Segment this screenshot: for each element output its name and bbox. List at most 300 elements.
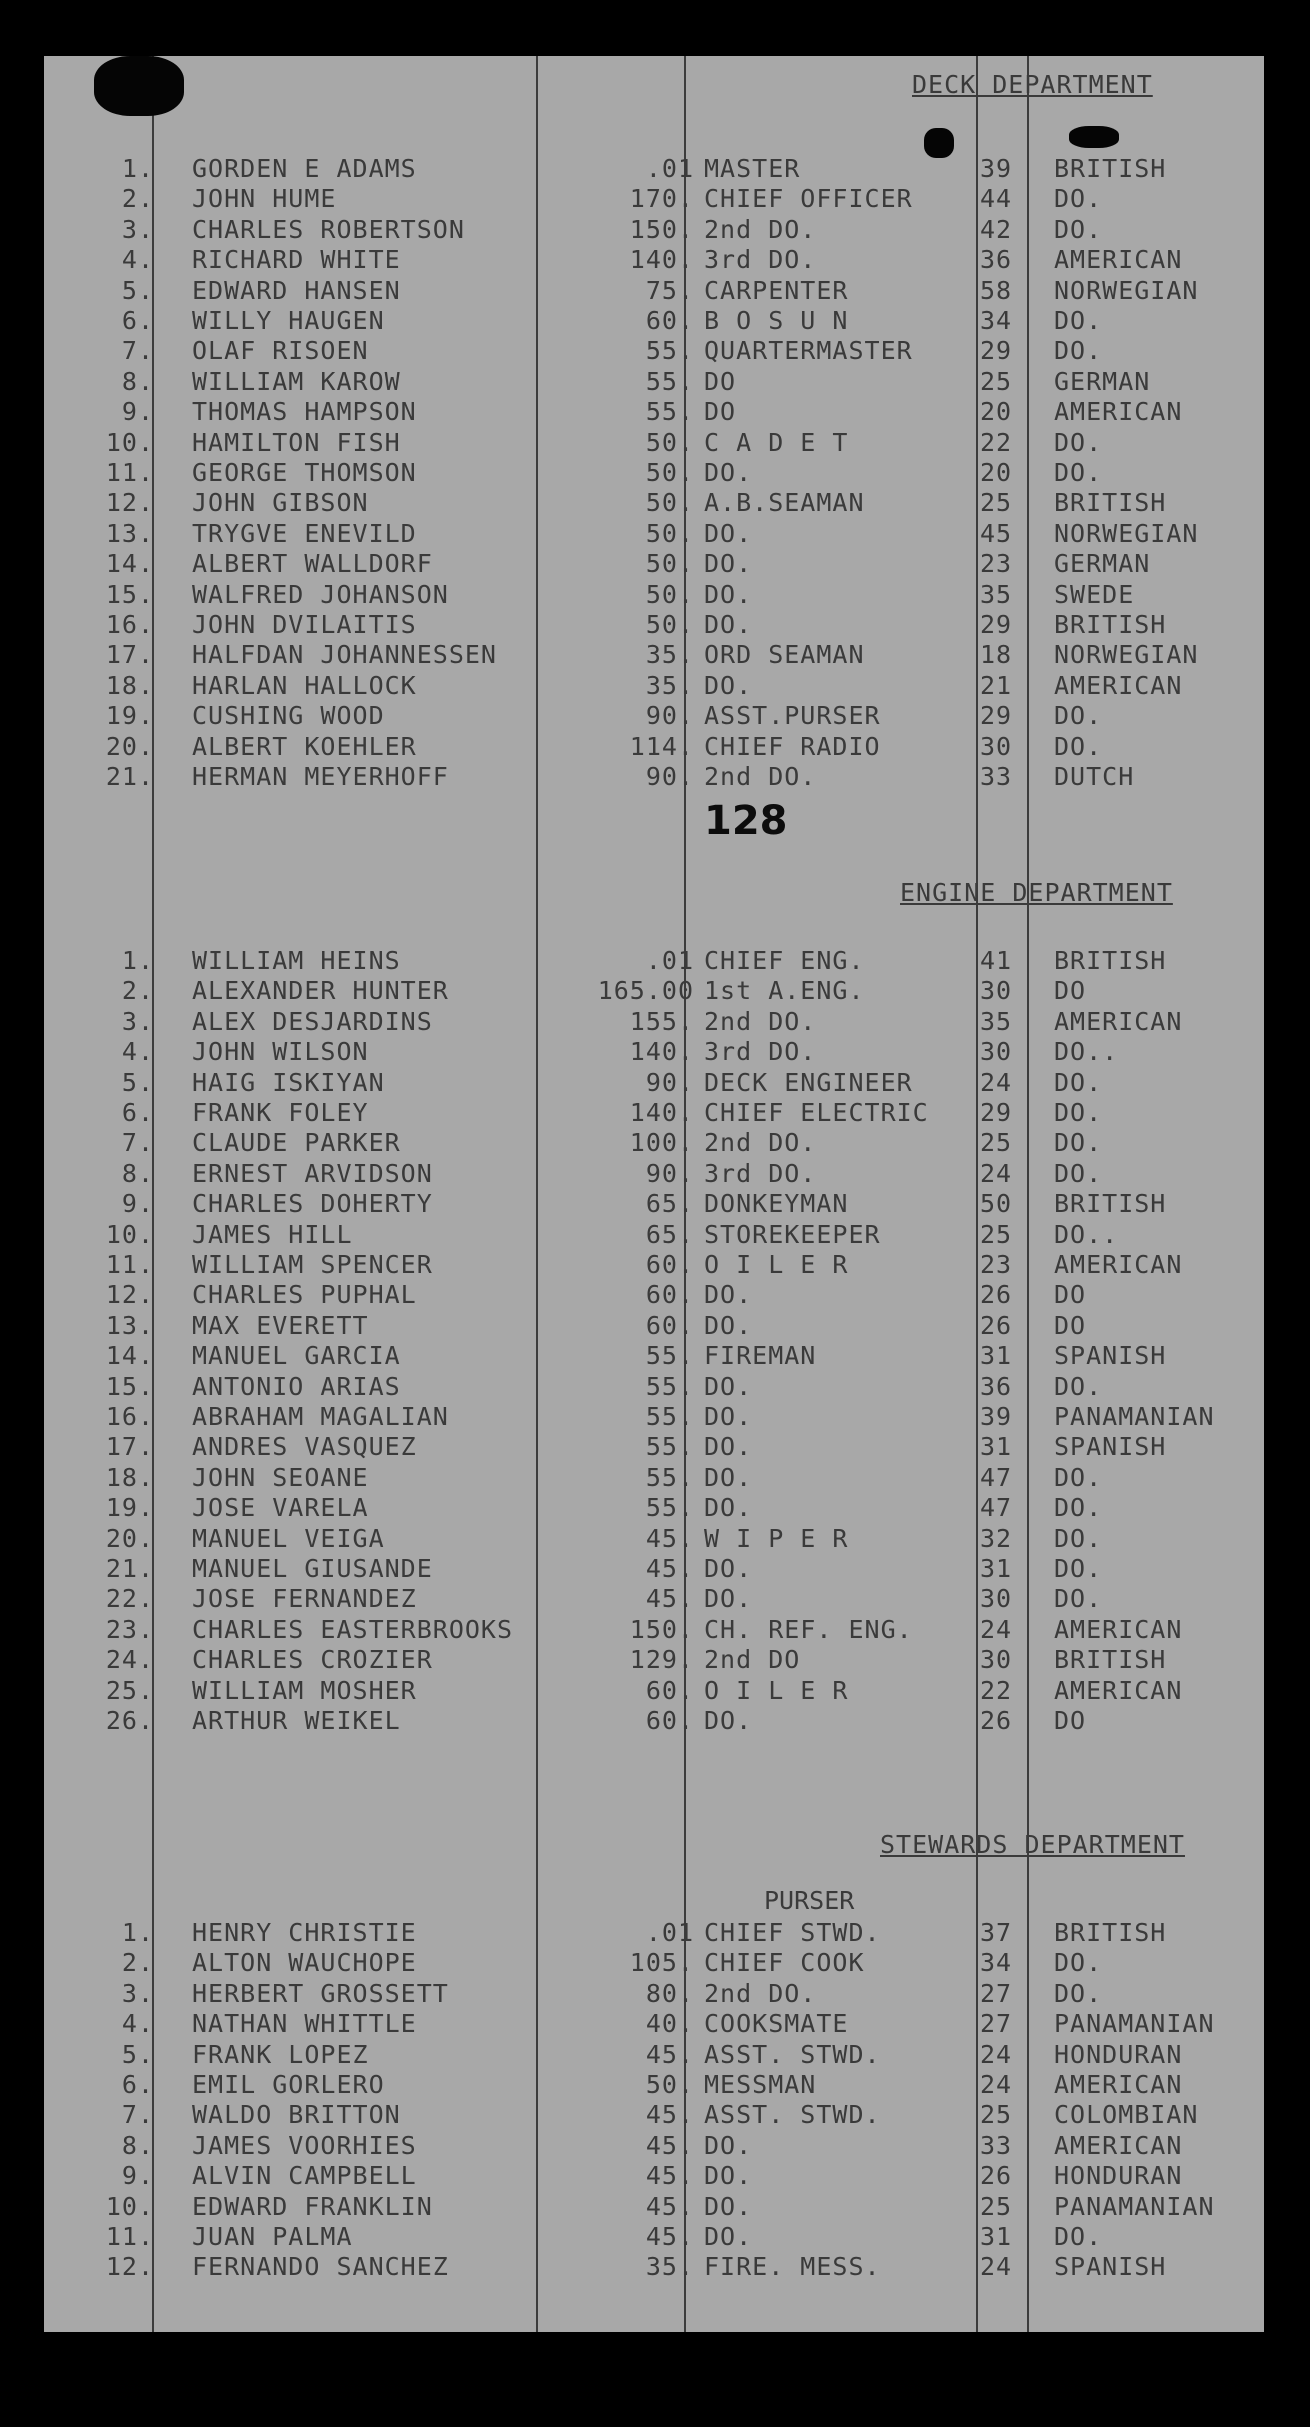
crew-name: CHARLES CROZIER: [192, 1645, 433, 1675]
crew-row: [44, 154, 1264, 184]
crew-rating: FIRE. MESS.: [704, 2252, 881, 2282]
crew-nationality: GERMAN: [1054, 366, 1151, 396]
crew-name: HERMAN MEYERHOFF: [192, 762, 449, 791]
crew-nationality: NORWEGIAN: [1054, 275, 1199, 305]
crew-age: 30: [980, 1037, 1013, 1067]
crew-age: 33: [980, 2130, 1013, 2160]
crew-age: 32: [980, 1523, 1013, 1553]
crew-wage: 90.: [645, 1067, 694, 1097]
crew-wage: 35.: [645, 640, 694, 670]
crew-number: 16.: [105, 610, 154, 639]
crew-row: [44, 2161, 1264, 2191]
crew-age: 47: [980, 1493, 1013, 1523]
crew-row: [44, 1220, 1264, 1250]
crew-wage: 35.: [645, 670, 694, 700]
crew-age: 30: [980, 1645, 1013, 1675]
crew-wage: 50.: [645, 427, 694, 457]
crew-rating: DO.: [704, 579, 753, 609]
crew-age: 42: [980, 214, 1013, 244]
crew-wage: 50.: [645, 579, 694, 609]
crew-name: MANUEL GARCIA: [192, 1341, 401, 1371]
crew-row: [44, 1402, 1264, 1432]
crew-age: 24: [980, 1158, 1013, 1188]
crew-nationality: BRITISH: [1054, 946, 1167, 975]
crew-name: WILLIAM MOSHER: [192, 1675, 417, 1705]
crew-name: HARLAN HALLOCK: [192, 670, 417, 700]
crew-wage: 150.: [629, 1614, 694, 1644]
crew-age: 34: [980, 1948, 1013, 1978]
crew-name: WALFRED JOHANSON: [192, 579, 449, 609]
crew-age: 18: [980, 640, 1013, 670]
crew-name: WILLY HAUGEN: [192, 306, 385, 335]
crew-nationality: AMERICAN: [1054, 1614, 1183, 1644]
crew-wage: 105.: [629, 1948, 694, 1978]
crew-name: FERNANDO SANCHEZ: [192, 2252, 449, 2282]
crew-row: [44, 1098, 1264, 1128]
crew-number: 3.: [121, 1006, 154, 1036]
crew-nationality: PANAMANIAN: [1054, 1402, 1215, 1431]
engine-department-heading: ENGINE DEPARTMENT: [900, 878, 1173, 907]
crew-rating: 2nd DO.: [704, 1978, 817, 2008]
crew-row: [44, 2100, 1264, 2130]
crew-nationality: HONDURAN: [1054, 2039, 1183, 2069]
crew-nationality: DO.: [1054, 1158, 1103, 1188]
crew-name: JAMES VOORHIES: [192, 2130, 417, 2160]
crew-age: 39: [980, 1402, 1013, 1431]
purser-note: PURSER: [764, 1886, 855, 1915]
crew-number: 11.: [105, 2222, 154, 2251]
crew-wage: 55.: [645, 397, 694, 427]
crew-rating: MASTER: [704, 154, 801, 183]
crew-wage: 114.: [629, 731, 694, 761]
crew-rating: ASST. STWD.: [704, 2039, 881, 2069]
crew-age: 20: [980, 458, 1013, 487]
crew-rating: DONKEYMAN: [704, 1189, 849, 1219]
crew-number: 7.: [121, 336, 154, 366]
crew-wage: 45.: [645, 2222, 694, 2251]
crew-rating: ORD SEAMAN: [704, 640, 865, 670]
crew-wage: 60.: [645, 1280, 694, 1310]
crew-rating: QUARTERMASTER: [704, 336, 913, 366]
crew-rating: DO: [704, 366, 737, 396]
crew-rating: CHIEF ELECTRIC: [704, 1098, 929, 1127]
crew-name: CUSHING WOOD: [192, 701, 385, 731]
crew-wage: 90.: [645, 701, 694, 731]
crew-row: [44, 458, 1264, 488]
crew-name: MANUEL VEIGA: [192, 1523, 385, 1553]
crew-rating: 2nd DO.: [704, 1006, 817, 1036]
crew-number: 11.: [105, 1250, 154, 1279]
crew-row: [44, 2252, 1264, 2282]
crew-name: WILLIAM KAROW: [192, 366, 401, 396]
crew-number: 21.: [105, 1554, 154, 1583]
ink-blot: [94, 56, 184, 116]
crew-rating: CHIEF RADIO: [704, 731, 881, 761]
crew-age: 29: [980, 1098, 1013, 1127]
crew-nationality: DO.: [1054, 1128, 1103, 1158]
crew-wage: 45.: [645, 2130, 694, 2160]
crew-age: 27: [980, 1978, 1013, 2008]
crew-nationality: DO: [1054, 1706, 1087, 1735]
crew-rating: DO.: [704, 1584, 753, 1614]
crew-name: HAMILTON FISH: [192, 427, 401, 457]
crew-nationality: DO.: [1054, 1948, 1103, 1978]
crew-name: JOHN HUME: [192, 184, 337, 214]
crew-wage: 35.: [645, 2252, 694, 2282]
crew-age: 41: [980, 946, 1013, 975]
crew-rating: DO.: [704, 549, 753, 579]
crew-name: CHARLES ROBERTSON: [192, 214, 465, 244]
crew-row: [44, 276, 1264, 306]
crew-age: 35: [980, 1006, 1013, 1036]
crew-age: 26: [980, 1706, 1013, 1735]
crew-age: 25: [980, 488, 1013, 518]
crew-name: HALFDAN JOHANNESSEN: [192, 640, 497, 670]
crew-nationality: AMERICAN: [1054, 397, 1183, 427]
crew-nationality: DO: [1054, 1280, 1087, 1310]
crew-age: 39: [980, 154, 1013, 183]
crew-row: [44, 1918, 1264, 1948]
crew-age: 20: [980, 397, 1013, 427]
crew-nationality: COLOMBIAN: [1054, 2100, 1199, 2130]
crew-rating: 2nd DO.: [704, 1128, 817, 1158]
crew-rating: CH. REF. ENG.: [704, 1614, 913, 1644]
crew-rating: FIREMAN: [704, 1341, 817, 1371]
crew-wage: .01: [645, 154, 694, 183]
crew-wage: 129.: [629, 1645, 694, 1675]
ink-blot: [1069, 126, 1119, 148]
crew-wage: 55.: [645, 1432, 694, 1462]
crew-rating: 1st A.ENG.: [704, 976, 865, 1006]
crew-nationality: DO.: [1054, 701, 1103, 731]
crew-age: 29: [980, 701, 1013, 731]
crew-row: [44, 397, 1264, 427]
crew-rating: CHIEF OFFICER: [704, 184, 913, 214]
crew-age: 24: [980, 2070, 1013, 2099]
crew-age: 25: [980, 1219, 1013, 1249]
crew-nationality: SWEDE: [1054, 579, 1135, 609]
crew-wage: 45.: [645, 1584, 694, 1614]
crew-nationality: DO.: [1054, 1584, 1103, 1614]
crew-name: TRYGVE ENEVILD: [192, 518, 417, 548]
crew-rating: DO.: [704, 1493, 753, 1523]
crew-rating: CHIEF COOK: [704, 1948, 865, 1978]
crew-rating: 3rd DO.: [704, 1158, 817, 1188]
crew-age: 26: [980, 1310, 1013, 1340]
crew-row: [44, 1979, 1264, 2009]
crew-nationality: DO.: [1054, 1493, 1103, 1523]
crew-row: [44, 1676, 1264, 1706]
crew-name: JOSE FERNANDEZ: [192, 1584, 417, 1614]
crew-name: ALVIN CAMPBELL: [192, 2161, 417, 2191]
crew-name: ALBERT KOEHLER: [192, 731, 417, 761]
crew-age: 36: [980, 245, 1013, 275]
crew-rating: CARPENTER: [704, 275, 849, 305]
crew-wage: 50.: [645, 518, 694, 548]
crew-rating: DO.: [704, 1402, 753, 1431]
crew-number: 19.: [105, 1493, 154, 1523]
page-number-stamp: 128: [704, 798, 788, 844]
crew-age: 29: [980, 610, 1013, 639]
crew-row: [44, 2070, 1264, 2100]
crew-age: 30: [980, 976, 1013, 1006]
crew-name: WILLIAM HEINS: [192, 946, 401, 975]
crew-nationality: AMERICAN: [1054, 1250, 1183, 1279]
deck-department-heading: DECK DEPARTMENT: [912, 70, 1153, 99]
crew-name: JOHN GIBSON: [192, 488, 369, 518]
crew-row: [44, 732, 1264, 762]
crew-nationality: BRITISH: [1054, 1645, 1167, 1675]
crew-rating: CHIEF ENG.: [704, 946, 865, 975]
crew-wage: 55.: [645, 1371, 694, 1401]
crew-number: 10.: [105, 2191, 154, 2221]
crew-wage: 165.00: [597, 976, 694, 1006]
crew-number: 16.: [105, 1402, 154, 1431]
crew-row: [44, 336, 1264, 366]
crew-row: [44, 2131, 1264, 2161]
crew-row: [44, 1159, 1264, 1189]
crew-rating: DECK ENGINEER: [704, 1067, 913, 1097]
crew-wage: 60.: [645, 1310, 694, 1340]
crew-row: [44, 701, 1264, 731]
crew-wage: 40.: [645, 2009, 694, 2039]
crew-age: 25: [980, 1128, 1013, 1158]
crew-number: 10.: [105, 1219, 154, 1249]
crew-number: 21.: [105, 762, 154, 791]
crew-nationality: DO.: [1054, 306, 1103, 335]
crew-wage: 55.: [645, 336, 694, 366]
crew-name: CLAUDE PARKER: [192, 1128, 401, 1158]
crew-wage: 150.: [629, 214, 694, 244]
crew-number: 14.: [105, 1341, 154, 1371]
crew-age: 45: [980, 518, 1013, 548]
crew-name: JOHN SEOANE: [192, 1462, 369, 1492]
crew-age: 23: [980, 1250, 1013, 1279]
crew-age: 37: [980, 1918, 1013, 1947]
crew-number: 18.: [105, 670, 154, 700]
crew-age: 25: [980, 2100, 1013, 2130]
crew-number: 9.: [121, 397, 154, 427]
crew-rating: DO.: [704, 2161, 753, 2191]
crew-number: 2.: [121, 976, 154, 1006]
crew-nationality: DO.: [1054, 427, 1103, 457]
crew-number: 8.: [121, 1158, 154, 1188]
crew-number: 23.: [105, 1614, 154, 1644]
crew-row: [44, 1432, 1264, 1462]
crew-number: 11.: [105, 458, 154, 487]
crew-name: ANTONIO ARIAS: [192, 1371, 401, 1401]
crew-rating: 2nd DO.: [704, 214, 817, 244]
crew-rating: W I P E R: [704, 1523, 849, 1553]
crew-age: 31: [980, 1341, 1013, 1371]
crew-name: JOHN DVILAITIS: [192, 610, 417, 639]
crew-age: 24: [980, 1067, 1013, 1097]
crew-name: GORDEN E ADAMS: [192, 154, 417, 183]
crew-age: 24: [980, 2252, 1013, 2282]
crew-age: 47: [980, 1462, 1013, 1492]
crew-wage: 50.: [645, 488, 694, 518]
crew-name: ERNEST ARVIDSON: [192, 1158, 433, 1188]
crew-rating: 2nd DO: [704, 1645, 801, 1675]
crew-nationality: PANAMANIAN: [1054, 2009, 1215, 2039]
crew-row: [44, 306, 1264, 336]
crew-wage: 170.: [629, 184, 694, 214]
crew-nationality: NORWEGIAN: [1054, 640, 1199, 670]
crew-row: [44, 1524, 1264, 1554]
crew-row: [44, 1948, 1264, 1978]
crew-nationality: BRITISH: [1054, 154, 1167, 183]
crew-name: MAX EVERETT: [192, 1310, 369, 1340]
crew-nationality: DO.: [1054, 1371, 1103, 1401]
crew-rating: ASST. STWD.: [704, 2100, 881, 2130]
crew-nationality: BRITISH: [1054, 1189, 1167, 1219]
crew-name: ARTHUR WEIKEL: [192, 1706, 401, 1735]
crew-number: 1.: [121, 1918, 154, 1947]
crew-row: [44, 1250, 1264, 1280]
crew-name: ABRAHAM MAGALIAN: [192, 1402, 449, 1431]
crew-wage: 45.: [645, 2100, 694, 2130]
crew-number: 4.: [121, 1037, 154, 1067]
crew-number: 5.: [121, 2039, 154, 2069]
crew-nationality: DO.: [1054, 336, 1103, 366]
crew-wage: 45.: [645, 2191, 694, 2221]
crew-nationality: DO.: [1054, 731, 1103, 761]
crew-wage: .01: [645, 1918, 694, 1947]
crew-row: [44, 549, 1264, 579]
crew-row: [44, 2222, 1264, 2252]
crew-nationality: BRITISH: [1054, 488, 1167, 518]
crew-number: 19.: [105, 701, 154, 731]
crew-age: 58: [980, 275, 1013, 305]
crew-name: HAIG ISKIYAN: [192, 1067, 385, 1097]
crew-wage: 45.: [645, 1523, 694, 1553]
crew-name: OLAF RISOEN: [192, 336, 369, 366]
crew-name: CHARLES PUPHAL: [192, 1280, 417, 1310]
crew-row: [44, 2009, 1264, 2039]
crew-row: [44, 215, 1264, 245]
crew-name: ANDRES VASQUEZ: [192, 1432, 417, 1462]
crew-number: 25.: [105, 1675, 154, 1705]
crew-name: JUAN PALMA: [192, 2222, 353, 2251]
crew-name: GEORGE THOMSON: [192, 458, 417, 487]
crew-number: 3.: [121, 1978, 154, 2008]
crew-row: [44, 1189, 1264, 1219]
crew-rating: DO.: [704, 518, 753, 548]
crew-number: 13.: [105, 518, 154, 548]
crew-number: 18.: [105, 1462, 154, 1492]
crew-age: 25: [980, 366, 1013, 396]
crew-rating: 2nd DO.: [704, 762, 817, 791]
crew-name: RICHARD WHITE: [192, 245, 401, 275]
crew-age: 24: [980, 2039, 1013, 2069]
crew-name: HENRY CHRISTIE: [192, 1918, 417, 1947]
crew-age: 22: [980, 1675, 1013, 1705]
crew-wage: 60.: [645, 1706, 694, 1735]
crew-number: 1.: [121, 946, 154, 975]
crew-number: 20.: [105, 731, 154, 761]
crew-number: 12.: [105, 1280, 154, 1310]
crew-row: [44, 1706, 1264, 1736]
crew-rating: 3rd DO.: [704, 245, 817, 275]
crew-number: 17.: [105, 640, 154, 670]
crew-row: [44, 519, 1264, 549]
crew-row: [44, 1493, 1264, 1523]
crew-number: 20.: [105, 1523, 154, 1553]
crew-rating: 3rd DO.: [704, 1037, 817, 1067]
crew-number: 15.: [105, 1371, 154, 1401]
crew-rating: DO: [704, 397, 737, 427]
crew-row: [44, 488, 1264, 518]
crew-wage: 55.: [645, 1402, 694, 1431]
crew-wage: 140.: [629, 245, 694, 275]
crew-nationality: DO.: [1054, 184, 1103, 214]
crew-row: [44, 1615, 1264, 1645]
crew-nationality: AMERICAN: [1054, 245, 1183, 275]
crew-name: FRANK LOPEZ: [192, 2039, 369, 2069]
crew-number: 6.: [121, 1098, 154, 1127]
crew-wage: 65.: [645, 1189, 694, 1219]
crew-rating: CHIEF STWD.: [704, 1918, 881, 1947]
crew-row: [44, 245, 1264, 275]
crew-nationality: SPANISH: [1054, 2252, 1167, 2282]
crew-name: JAMES HILL: [192, 1219, 353, 1249]
crew-nationality: DO.: [1054, 214, 1103, 244]
crew-nationality: DO.: [1054, 1462, 1103, 1492]
crew-list-sheet: [44, 56, 1264, 2332]
crew-wage: 50.: [645, 2070, 694, 2099]
crew-name: THOMAS HAMPSON: [192, 397, 417, 427]
crew-rating: COOKSMATE: [704, 2009, 849, 2039]
crew-rating: DO.: [704, 1310, 753, 1340]
crew-rating: DO.: [704, 458, 753, 487]
crew-number: 5.: [121, 275, 154, 305]
crew-number: 12.: [105, 488, 154, 518]
crew-number: 7.: [121, 2100, 154, 2130]
crew-age: 33: [980, 762, 1013, 791]
crew-number: 8.: [121, 366, 154, 396]
crew-wage: 50.: [645, 549, 694, 579]
crew-nationality: GERMAN: [1054, 549, 1151, 579]
crew-age: 24: [980, 1614, 1013, 1644]
crew-wage: 50.: [645, 610, 694, 639]
crew-number: 17.: [105, 1432, 154, 1462]
crew-row: [44, 1584, 1264, 1614]
crew-rating: DO.: [704, 1462, 753, 1492]
crew-rating: DO.: [704, 670, 753, 700]
crew-wage: .01: [645, 946, 694, 975]
crew-number: 9.: [121, 1189, 154, 1219]
stewards-department-heading: STEWARDS DEPARTMENT: [880, 1830, 1185, 1859]
crew-name: ALTON WAUCHOPE: [192, 1948, 417, 1978]
crew-name: HERBERT GROSSETT: [192, 1978, 449, 2008]
crew-row: [44, 1068, 1264, 1098]
crew-age: 30: [980, 731, 1013, 761]
crew-rating: DO.: [704, 1432, 753, 1462]
crew-number: 4.: [121, 2009, 154, 2039]
crew-name: WALDO BRITTON: [192, 2100, 401, 2130]
crew-wage: 55.: [645, 366, 694, 396]
crew-nationality: SPANISH: [1054, 1432, 1167, 1462]
crew-age: 26: [980, 1280, 1013, 1310]
crew-nationality: AMERICAN: [1054, 1675, 1183, 1705]
crew-row: [44, 1463, 1264, 1493]
crew-nationality: DO.: [1054, 458, 1103, 487]
crew-wage: 55.: [645, 1493, 694, 1523]
crew-name: MANUEL GIUSANDE: [192, 1554, 433, 1583]
crew-age: 44: [980, 184, 1013, 214]
crew-number: 6.: [121, 2070, 154, 2099]
crew-name: WILLIAM SPENCER: [192, 1250, 433, 1279]
